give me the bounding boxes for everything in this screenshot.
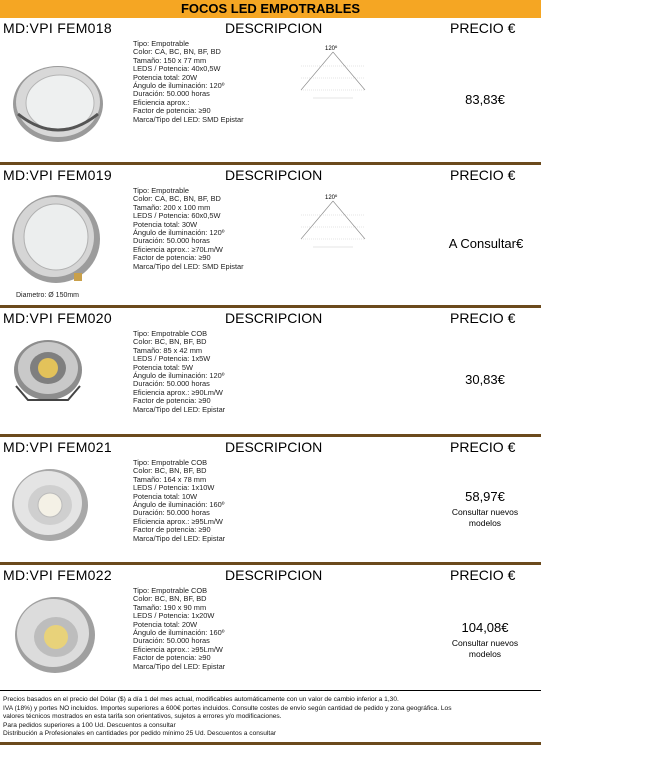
spec-line: Marca/Tipo del LED: Epistar — [133, 404, 226, 414]
spec-line: Potencia total: 20W — [133, 72, 198, 82]
spec-line: Tipo: Empotrable COB — [133, 329, 208, 338]
product-note — [435, 638, 535, 660]
product-price: 83,83€ — [465, 92, 505, 107]
spec-line: Factor de potencia: ≥90 — [133, 525, 211, 535]
footer-line: Precios basados en el precio del Dólar ($) a día 1 del mes actual, modificables automáticamente con un valor de cambio inferior a 1,30. — [3, 696, 399, 703]
spec-line: Duración: 50.000 horas — [133, 379, 210, 389]
product-fem022 — [0, 565, 541, 690]
spec-line: Color: BC, BN, BF, BD — [133, 466, 207, 476]
page-title: FOCOS LED EMPOTRABLES — [180, 1, 361, 16]
spec-line: Tipo: Empotrable COB — [133, 586, 208, 595]
spec-line: Eficiencia aprox.: ≥95Lm/W — [133, 644, 223, 654]
spec-line: Eficiencia aprox.: ≥70Lm/W — [133, 244, 223, 254]
note-line: Consultar nuevos — [451, 507, 519, 517]
spec-line: LEDS / Potencia: 1x10W — [133, 483, 215, 493]
footer-line: IVA (18%) y portes NO incluidos. Importes superiores a 600€ portes incluidos. Consulte costes de envío según cantidad de pedido y zona geográfica. Los — [3, 704, 452, 712]
spec-list — [133, 187, 244, 271]
spec-line: Duración: 50.000 horas — [133, 236, 210, 246]
spec-line: Duración: 50.000 horas — [133, 508, 210, 518]
spec-list — [133, 459, 225, 543]
price-header: PRECIO € — [450, 20, 516, 36]
spec-line: Duración: 50.000 horas — [133, 636, 210, 646]
product-code: MD:VPI FEM018 — [3, 20, 112, 36]
price-header: PRECIO € — [450, 567, 516, 583]
downlight-image — [6, 191, 106, 289]
spec-line: Tamaño: 150 x 77 mm — [133, 55, 207, 65]
product-price: 104,08€ — [461, 620, 509, 635]
spec-line: Potencia total: 30W — [133, 219, 198, 229]
spec-line: Ángulo de iluminación: 120º — [133, 371, 225, 381]
spec-line: LEDS / Potencia: 1x5W — [133, 354, 211, 364]
beam-angle-diagram — [293, 42, 373, 106]
description-header: DESCRIPCION — [225, 310, 323, 326]
spec-line: Color: BC, BN, BF, BD — [133, 594, 207, 604]
product-fem019 — [0, 165, 541, 305]
product-fem020 — [0, 308, 541, 433]
beam-angle-label: 120º — [325, 46, 338, 52]
footer-line: Distribución a Profesionales en cantidades por pedido mínimo 25 Ud. Descuentos a consultar — [3, 730, 277, 738]
spec-line: Ángulo de iluminación: 120º — [133, 81, 225, 91]
product-code: MD:VPI FEM021 — [3, 439, 112, 455]
downlight-image — [8, 56, 108, 146]
spec-list — [133, 40, 244, 124]
spec-line: Factor de potencia: ≥90 — [133, 653, 211, 663]
spec-line: Tipo: Empotrable — [133, 186, 190, 195]
spec-line: Factor de potencia: ≥90 — [133, 253, 211, 263]
product-note — [435, 507, 535, 529]
footer-line: valores técnicos mostrados en esta tarifa son orientativos, sujetos a errores y/o modificaciones. — [3, 713, 282, 721]
spec-line: Potencia total: 5W — [133, 362, 193, 372]
product-price: 58,97€ — [465, 489, 505, 504]
downlight-image — [8, 330, 88, 410]
description-header: DESCRIPCION — [225, 567, 323, 583]
note-line: modelos — [468, 649, 502, 659]
spec-line: LEDS / Potencia: 1x20W — [133, 611, 215, 621]
spec-line: Tamaño: 164 x 78 mm — [133, 474, 207, 484]
spec-line: Eficiencia aprox.: ≥95Lm/W — [133, 516, 223, 526]
footer-line: Para pedidos superiores a 100 Ud. Descuentos a consultar — [3, 721, 176, 729]
spec-line: Color: CA, BC, BN, BF, BD — [133, 47, 221, 57]
beam-angle-diagram — [293, 191, 373, 255]
price-header: PRECIO € — [450, 310, 516, 326]
product-code: MD:VPI FEM019 — [3, 167, 112, 183]
footer-notes — [3, 696, 538, 739]
spec-line: Ángulo de iluminación: 120º — [133, 228, 225, 238]
spec-line: Factor de potencia: ≥90 — [133, 396, 211, 406]
price-header: PRECIO € — [450, 167, 516, 183]
spec-line: LEDS / Potencia: 40x0,5W — [133, 64, 221, 74]
downlight-image — [8, 463, 92, 547]
spec-line: Tipo: Empotrable COB — [133, 458, 208, 467]
spec-line: Potencia total: 20W — [133, 619, 198, 629]
spec-line: Potencia total: 10W — [133, 491, 198, 501]
spec-line: Tamaño: 200 x 100 mm — [133, 202, 211, 212]
spec-line: Eficiencia aprox.: — [133, 97, 190, 107]
product-price: 30,83€ — [465, 372, 505, 387]
spec-line: Color: CA, BC, BN, BF, BD — [133, 194, 221, 204]
bottom-rule — [0, 742, 541, 745]
note-line: Consultar nuevos — [451, 638, 519, 648]
product-code: MD:VPI FEM022 — [3, 567, 112, 583]
spec-line: Marca/Tipo del LED: SMD Epistar — [133, 114, 244, 124]
beam-angle-label: 120º — [325, 195, 338, 201]
diameter-caption: Diametro: Ø 150mm — [16, 292, 80, 299]
spec-line: Duración: 50.000 horas — [133, 89, 210, 99]
spec-line: Ángulo de iluminación: 160º — [133, 500, 225, 510]
spec-list — [133, 330, 225, 414]
spec-line: Marca/Tipo del LED: Epistar — [133, 533, 226, 543]
note-line: modelos — [468, 518, 502, 528]
spec-line: Tipo: Empotrable — [133, 39, 190, 48]
spec-line: Marca/Tipo del LED: SMD Epistar — [133, 261, 244, 271]
spec-line: Marca/Tipo del LED: Epistar — [133, 661, 226, 671]
product-code: MD:VPI FEM020 — [3, 310, 112, 326]
price-header: PRECIO € — [450, 439, 516, 455]
description-header: DESCRIPCION — [225, 167, 323, 183]
description-header: DESCRIPCION — [225, 20, 323, 36]
spec-line: LEDS / Potencia: 60x0,5W — [133, 211, 221, 221]
spec-line: Color: BC, BN, BF, BD — [133, 337, 207, 347]
section-divider — [0, 690, 541, 691]
spec-line: Tamaño: 190 x 90 mm — [133, 602, 207, 612]
spec-list — [133, 587, 225, 671]
downlight-image — [10, 591, 100, 679]
description-header: DESCRIPCION — [225, 439, 323, 455]
spec-line: Eficiencia aprox.: ≥90Lm/W — [133, 387, 223, 397]
spec-line: Ángulo de iluminación: 160º — [133, 628, 225, 638]
spec-line: Tamaño: 85 x 42 mm — [133, 345, 203, 355]
spec-line: Factor de potencia: ≥90 — [133, 106, 211, 116]
product-fem021 — [0, 437, 541, 562]
product-fem018 — [0, 18, 541, 163]
product-price: A Consultar€ — [448, 236, 524, 251]
